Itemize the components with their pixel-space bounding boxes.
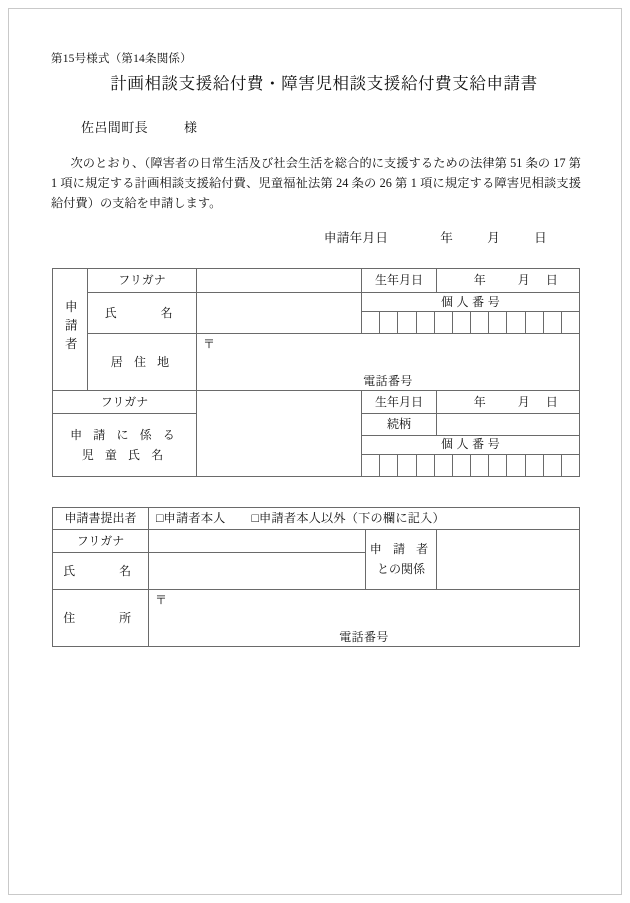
mynumber-digit-box[interactable] (526, 455, 544, 476)
applicant-birthdate-input[interactable] (437, 269, 580, 293)
table-row (53, 590, 580, 647)
mynumber-digit-box[interactable] (562, 312, 579, 333)
applicant-phone-label: 電話番号 (363, 374, 413, 389)
table-row (53, 269, 580, 293)
applicant-furigana-input[interactable] (197, 269, 362, 293)
application-date-label: 申請年月日 (323, 231, 389, 246)
child-birthdate-label: 生年月日 (362, 391, 437, 414)
mynumber-digit-box[interactable] (453, 312, 471, 333)
applicant-name-input[interactable] (197, 293, 362, 334)
applicant-birthdate-label: 生年月日 (362, 269, 437, 293)
mynumber-digit-box[interactable] (489, 455, 507, 476)
child-mynumber-boxes[interactable] (362, 454, 580, 476)
checkbox-self[interactable]: □申請者本人 (156, 511, 226, 526)
table-row (53, 508, 580, 530)
mynumber-digit-box[interactable] (362, 312, 380, 333)
application-date-line (51, 227, 581, 246)
submitter-address-label: 住 所 (53, 590, 149, 647)
applicant-side-label-cell (53, 269, 88, 391)
applicant-birthdate-day: 日 (545, 273, 559, 288)
table-row (53, 391, 580, 414)
submitter-relation-label-cell (366, 530, 437, 590)
submitter-furigana-input[interactable] (149, 530, 366, 553)
mynumber-digit-box[interactable] (544, 312, 562, 333)
applicant-furigana-label: フリガナ (88, 269, 197, 293)
submitter-phone-label: 電話番号 (339, 630, 389, 645)
child-mynumber-box-row (362, 455, 579, 476)
mynumber-digit-box[interactable] (380, 312, 398, 333)
applicant-birthdate-year: 年 (473, 273, 486, 288)
mynumber-digit-box[interactable] (417, 312, 435, 333)
checkbox-other[interactable]: □申請者本人以外（下の欄に記入） (251, 511, 445, 526)
mynumber-digit-box[interactable] (453, 455, 471, 476)
table-row (53, 334, 580, 391)
submitter-table-wrapper (52, 507, 581, 647)
submitter-address-block (149, 590, 579, 646)
submitter-furigana-label: フリガナ (53, 530, 149, 553)
child-relation-label: 続柄 (362, 414, 437, 435)
table-row (53, 293, 580, 312)
body-paragraph-text: 次のとおり、（障害者の日常生活及び社会生活を総合的に支援するための法律第 51 条の 17 第 1 項に規定する計画相談支援給付費、児童福祉法第 24 条の 26 第 1 項に規定する障害児相談支援給付費）の支給を申請します。 (51, 156, 581, 210)
mynumber-digit-box[interactable] (526, 312, 544, 333)
applicant-residence-label: 居 住 地 (88, 334, 197, 391)
child-birthdate-month: 月 (517, 394, 530, 409)
child-mynumber-label: 個 人 番 号 (362, 435, 580, 454)
submitter-name-label: 氏 名 (53, 553, 149, 590)
application-date-month: 月 (487, 231, 501, 246)
mynumber-digit-box[interactable] (362, 455, 380, 476)
postal-code-icon: 〒 (203, 337, 216, 352)
submitter-checkbox-cell (149, 508, 580, 530)
submitter-header-label: 申請書提出者 (53, 508, 149, 530)
mynumber-digit-box[interactable] (417, 455, 435, 476)
applicant-address-block (197, 334, 579, 390)
applicant-name-label: 氏 名 (88, 293, 197, 334)
applicant-table (52, 268, 580, 477)
applicant-side-label: 申請者 (63, 300, 78, 356)
mynumber-digit-box[interactable] (435, 312, 453, 333)
applicant-mynumber-boxes[interactable] (362, 312, 580, 334)
mynumber-digit-box[interactable] (398, 455, 416, 476)
child-name-label-cell (53, 414, 197, 477)
applicant-mynumber-box-row (362, 312, 579, 333)
child-birthdate-input[interactable] (437, 391, 580, 414)
mynumber-digit-box[interactable] (544, 455, 562, 476)
form-number: 第15号様式（第14条関係） (51, 53, 192, 65)
application-date-day: 日 (534, 231, 547, 246)
mynumber-digit-box[interactable] (435, 455, 453, 476)
applicant-mynumber-label: 個 人 番 号 (362, 293, 580, 312)
addressee-name: 佐呂間町長 (81, 120, 149, 136)
child-birthdate-day: 日 (545, 394, 559, 409)
mynumber-digit-box[interactable] (380, 455, 398, 476)
page-frame (8, 8, 622, 895)
child-name-input[interactable] (197, 391, 362, 477)
mynumber-digit-box[interactable] (507, 455, 525, 476)
submitter-relation-label-line2: との関係 (376, 562, 425, 577)
addressee-honorific: 様 (184, 120, 198, 136)
table-row (53, 530, 580, 553)
mynumber-digit-box[interactable] (471, 312, 489, 333)
mynumber-digit-box[interactable] (507, 312, 525, 333)
body-paragraph (51, 154, 581, 213)
mynumber-digit-box[interactable] (562, 455, 579, 476)
submitter-address-input[interactable] (149, 590, 580, 647)
child-name-label-line2: 児 童 氏 名 (81, 447, 168, 462)
mynumber-digit-box[interactable] (471, 455, 489, 476)
addressee-line (81, 117, 581, 136)
child-name-label-line1: 申 請 に 係 る (70, 427, 179, 442)
submitter-relation-label-line1: 申 請 者 (369, 542, 433, 557)
applicant-table-wrapper (52, 268, 581, 477)
application-date-year: 年 (440, 231, 454, 246)
submitter-relation-input[interactable] (437, 530, 580, 590)
child-relation-input[interactable] (437, 414, 580, 435)
applicant-residence-input[interactable] (197, 334, 580, 391)
page-title: 計画相談支援給付費・障害児相談支援給付費支給申請書 (110, 73, 538, 93)
submitter-table (52, 507, 580, 647)
submitter-name-input[interactable] (149, 553, 366, 590)
child-furigana-label: フリガナ (53, 391, 197, 414)
postal-code-icon: 〒 (155, 593, 168, 608)
mynumber-digit-box[interactable] (398, 312, 416, 333)
child-birthdate-year: 年 (473, 394, 486, 409)
applicant-birthdate-month: 月 (517, 273, 530, 288)
mynumber-digit-box[interactable] (489, 312, 507, 333)
